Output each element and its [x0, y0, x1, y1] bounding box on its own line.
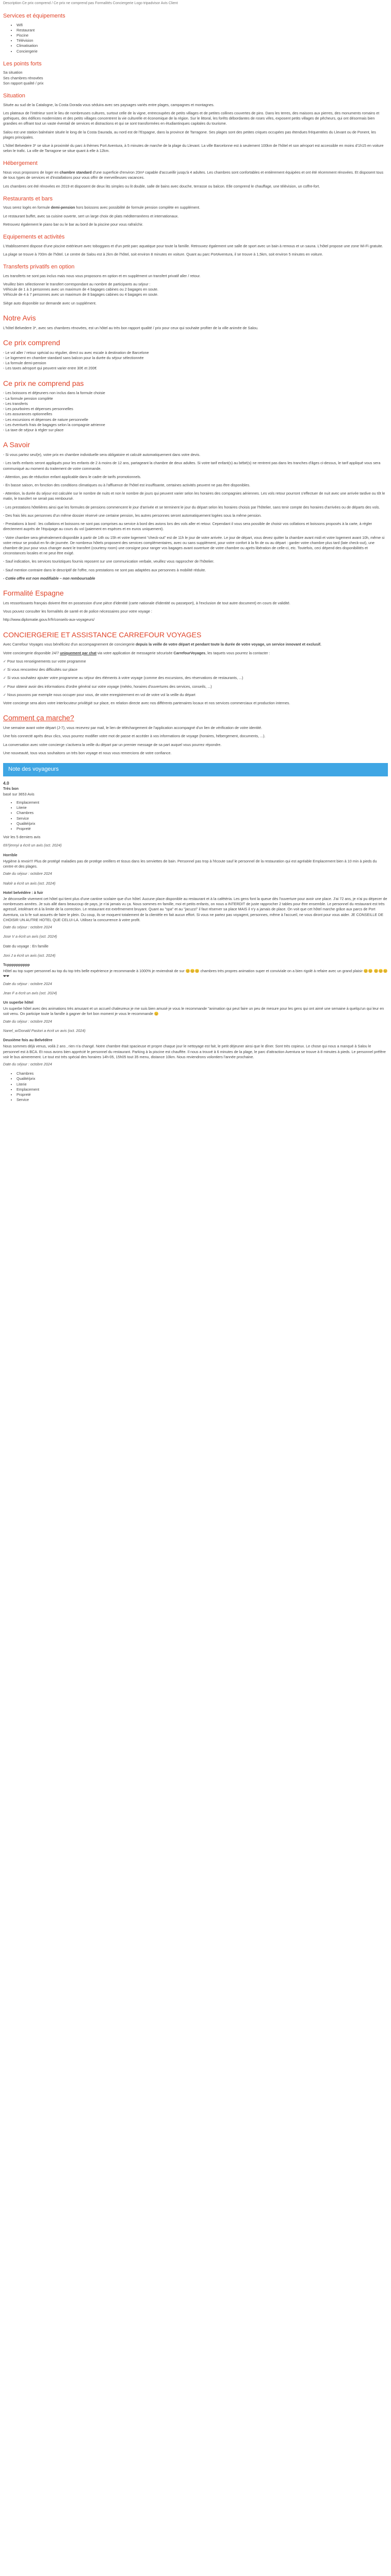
situation-paragraph: L'hôtel Belvedere 3* se situe à proximité du parc à thèmes Port Aventura, à 5 minutes de marche de la plage du Llevant. La ville Barcelonne est à seulement 100km de l'hôtel et son aéroport est accessible en moins d'1h15 en voiture selon le trafic. La ville de Tarragone se situe quant à elle à 12km. [3, 143, 384, 154]
avis-paragraph: L'hôtel Belvedere 3*, avec ses chambres rénovées, est un hôtel au très bon rapport qualité / prix pour ceux qui souhaite profiter de la ville animée de Salou. [3, 325, 258, 330]
avoir-item: - Des frais liés aux personnes d'un même dossier réservé une certaine pension, les autres personnes seront automatiquement logées sous la même pension. [3, 513, 262, 518]
conciergerie-paragraph [3, 651, 388, 656]
necomprend-item: - Les excursions et dépenses de nature personnelle [3, 417, 388, 422]
rating-label: Très bon [3, 786, 19, 791]
situation-title: Situation [3, 93, 25, 99]
rating-category: • Chambres [17, 810, 388, 816]
review-title: Hotel belvédère : à fuir [3, 890, 43, 895]
hebergement-title: Hébergement [3, 160, 38, 167]
service-item: • Restaurant [17, 28, 388, 33]
points-line: Ses chambres rénovées [3, 75, 43, 80]
avoir-item: - Sauf mention contraire dans le descriptif de l'offre, nos prestations ne sont pas adaptées aux personnes à mobilité réduite. [3, 567, 206, 572]
see-all-reviews-link[interactable]: Voir les 5 derniers avis [3, 835, 41, 840]
avoir-title: A Savoir [3, 440, 30, 449]
conciergerie-paragraph: Votre concierge sera alors votre interlocuteur privilégié sur place, en relation directe avec nos différents partenaires locaux et nos services commerciaux et production internes. [3, 700, 290, 705]
necomprend-title: Ce prix ne comprend pas [3, 379, 84, 387]
services-title: Services et équipements [3, 12, 66, 19]
hebergement-paragraph: Les chambres ont été rénovées en 2019 et disposent de deux lits simples ou lit double, salle de bains avec douche, terrasse ou balcon. Elle comprend le chauffage, une télévision, un coffre-fort. [3, 183, 320, 189]
conciergerie-title: CONCIERGERIE ET ASSISTANCE CARREFOUR VOYAGES [3, 630, 202, 639]
transferts-line: Veuillez bien sélectionner le transfert correspondant au nombre de participants au séjour : [3, 281, 151, 286]
comprend-item: - Les taxes aéroport qui peuvent varier entre 30€ et 200€ [3, 366, 388, 371]
avoir-item: - En basse saison, en fonction des conditions climatiques ou à l'affluence de l'hôtel est insuffisante, certaines activités peuvent ne pas être disponibles. [3, 482, 251, 487]
comprend-title: Ce prix comprend [3, 338, 60, 347]
equipements-title: Equipements et activités [3, 234, 65, 241]
voyageurs-banner: Note des voyageurs [3, 763, 388, 776]
transferts-title: Transferts privatifs en option [3, 264, 75, 270]
comment-paragraph: Une fois connecté après deux clics, vous pourrez modifier votre mot de passe et accéder à vos informations de voyage (horaires, hébergement, documents, ...). [3, 734, 266, 739]
review-body: Nous sommes déjà venus, voilà 2 ans , rien n'a changé. Notre chambre était spacieuse et propre chaque jour le nettoyage est fait, le petit déjeuner ainsi que le dîner. Sont très copieux. Le chose qui nous a manqué à Salou le personnel est à BCA. Et nous avons bien apprécié le personnel du restaurant. Parking à la piscine est chauffée. Il nous a trouvé à 6 minutes de la plage, le parc d'attraction Aventura se trouve à 8 minutes à pieds. Le personnel préfère voir le bus aimerement. Le tout est très spécial des horaires 14h-05, 15h05 tout 35 menu, distance 10km. Nous reviendrons volontiers l'année prochaine. [3, 1044, 386, 1059]
review [3, 881, 388, 930]
avoir-item: - Attention, la durée du séjour est calculée sur le nombre de nuits et non le nombre de jours qui peuvent varier selon les horaires des compagnies aériennes. Les vols retour pourront s'effectuer de nuit avec une arrivée tardive ou tôt le matin, le transfert ne serait pas remboursé. [3, 491, 385, 501]
rating-category: • Service [17, 1097, 388, 1103]
restaurants-title: Restaurants et bars [3, 195, 53, 202]
transferts-paragraph: Siège auto disponible sur demande avec un supplément. [3, 300, 97, 306]
rating-category: • Literie [17, 805, 388, 810]
avoir-item: - Les prestations hôtelières ainsi que les formules de pensions commencent le jour d'arrivée et se terminent le jour du départ selon les horaires choisis par l'hôtelier, sans tenir compte des horaires d'arrivées ou de départs des vols. [3, 504, 380, 510]
necomprend-item: - La formule pension complète [3, 396, 388, 401]
situation-paragraph: Les plateaux de l'intérieur sont le lieu de nombreuses cultures, surtout celle de la vigne, entrecoupées de petits villages et de petites collines couvertes de pins. Dans les terres, des maisons aux pierres, des monuments romains et gothiques, des édifices modernistes et des petits villages concentrent la vie culturelle et économique de la région. Sur le littoral, les forêts débordantes de roses vifes, exposent petits villages de pêcheurs, qui ont désormais bien grandies en offrant tout un vaste éventail de services et distractions et qui se sont transformées en étudiantinques capitales du tourisme. [3, 110, 380, 126]
comment-paragraph: Une nouveauté, tous vous souhaitons un très bon voyage et nous vous remercions de votre confiance. [3, 750, 172, 755]
review-body: Hôtel au top super personnel au top du top très belle expérience je recommande à 1000% je reviendrait de sur 😊😊😊 chambres très propres animation super et conviviale on a bien rigolé à refaire avec un grand plaisir 😊😊 😊😊😊❤❤ [3, 969, 388, 979]
restaurants-paragraph: Le restaurant buffet, avec sa cuisine ouverte, sert un large choix de plats méditerranéens et internationaux. [3, 213, 179, 218]
board-type: demi-pension [51, 205, 75, 210]
conciergerie-item: ✓ Nous pouvons par exemple nous occuper pour vous, de votre enregistrement en vol de votre vol la veille du départ [3, 692, 196, 697]
service-item: • Piscine [17, 33, 388, 38]
comment-paragraph: Une semaine avant votre départ (J-7), vous recevrez par mail, le lien de téléchargement de l'application accompagné d'un lien de vérification de votre identité. [3, 725, 263, 731]
review [3, 991, 388, 1024]
text-bold: depuis la veille de votre départ et pendant toute la durée de votre voyage, un service innovant et exclusif. [135, 642, 321, 647]
hebergement-paragraph [3, 170, 388, 180]
review-date: Date du séjour : octobre 2024 [3, 871, 52, 876]
conciergerie-paragraph [3, 642, 388, 647]
formalite-link[interactable]: http://www.diplomatie.gouv.fr/fr/conseils-aux-voyageurs/ [3, 617, 95, 622]
service-item: • Télévision [17, 38, 388, 43]
text-bold: uniquement par chat [60, 650, 96, 655]
avoir-item: - Les tarifs enfants seront appliqués pour les enfants de 2 à moins de 12 ans, partageant la chambre de deux adultes. Si votre tarif enfant(s) au bébé(s) ne rentrent pas dans les tranches d'âges ci-dessus, le tarif appliqué vous sera communiqué au moment du traitement de votre commande. [3, 461, 381, 471]
review-title: Deuxième fois au Belvédère [3, 1038, 53, 1043]
review [3, 934, 388, 948]
review [3, 843, 388, 876]
rating-score: 4.0 [3, 780, 9, 786]
review-author: 697jennyi a écrit un avis (oct. 2024) [3, 843, 62, 848]
rating-category: • Literie [17, 1082, 388, 1087]
avoir-item: - Sauf indication, les services touristiques fournis reposent sur une communication verbale, veuillez vous rapprocher de l'hôtelier. [3, 559, 215, 564]
text: d'une superficie d'environ 20m² capable d'accueillir jusqu'à 4 adultes. Les chambres sont confortables et entièrement équipées et ont été récemment rénovées. Et disposent tous de tous types de services et d'installations pour vous offrir de merveilleuses vacances. [3, 170, 384, 180]
app-name: CarrefourVoyages [173, 650, 206, 655]
review-author: Jose V a écrit un avis (oct. 2024) [3, 934, 57, 939]
comprend-item: - La formule demi-pension [3, 361, 388, 366]
page [0, 0, 391, 1116]
necomprend-item: - Les éventuels frais de bagages selon la compagnie aérienne [3, 422, 388, 428]
rating-category: • Service [17, 816, 388, 821]
review-author: Jean F a écrit un avis (oct. 2024) [3, 990, 57, 995]
rating-category: • Chambres [17, 1071, 388, 1076]
review-title: Tcpppppppppp [3, 962, 30, 967]
situation-paragraph: Située au sud de la Catalogne, la Costa Dorada vous séduira avec ses paysages variés entre plages, campagnes et montagnes. [3, 102, 215, 107]
review [3, 953, 388, 987]
anchor-nav[interactable]: Description Ce prix comprend / Ce prix ne comprend pas Formalités Conciergerie Logo tripadvisor Avis Client [3, 2, 178, 5]
points-line: Son rapport qualité / prix [3, 80, 44, 86]
necomprend-item: - La taxe de séjour à régler sur place [3, 428, 388, 433]
text: Votre conciergerie disponible 24/7 [3, 650, 60, 655]
rating-category: • Emplacement [17, 800, 388, 805]
conciergerie-item: ✓ Si vous souhaitez ajouter votre programme au séjour des éléments à votre voyage (comme des excursions, des réservations de restaurants, ...) [3, 675, 243, 681]
points-line: Sa situation [3, 70, 23, 75]
comprend-list [3, 350, 388, 371]
rating-categories [3, 800, 388, 832]
services-list [3, 23, 388, 54]
comment-paragraph: La conversation avec votre concierge s'activera la veille du départ par un premier message de sa part auquel vous pourrez répondre. [3, 742, 222, 747]
transferts-line: Véhicule de 1 à 3 personnes avec un maximum de 4 bagages cabines ou 2 bagages en soute. [3, 287, 158, 292]
rating-category: • Propreté [17, 1092, 388, 1097]
text: Vous serez logés en formule [3, 205, 51, 210]
conciergerie-item: ✓ Pour tous renseignements sur votre programme [3, 658, 86, 664]
necomprend-item: - Les assurances optionnelles [3, 412, 388, 417]
necomprend-item: - Les boissons et déjeuners non inclus dans la formule choisie [3, 391, 388, 396]
review-title: Un superbe hôtel [3, 1000, 34, 1005]
text: Nous vous proposons de loger en [3, 170, 60, 175]
rating-category: • Emplacement [17, 1087, 388, 1092]
room-type: chambre standard [59, 170, 92, 175]
text: , les taquets vous pourrez la contacter : [205, 650, 270, 655]
rating-category: • Propreté [17, 826, 388, 832]
review-date: Date du séjour : octobre 2024 [3, 1062, 52, 1067]
review-date: Date du séjour : octobre 2024 [3, 925, 52, 930]
text: via votre application de messagerie sécurisée [96, 650, 174, 655]
transferts-line: Véhicule de 4 à 7 personnes avec un maximum de 8 bagages cabines ou 4 bagages en soute. [3, 292, 158, 297]
formalite-paragraph: Les ressortissants français doivent être en possession d'une pièce d'identité (carte nationale d'identité ou passeport), à l'exclusion de tout autre document) en cours de validité. [3, 600, 290, 605]
points-title: Les points forts [3, 60, 42, 67]
restaurants-paragraph [3, 205, 388, 210]
restaurants-paragraph: Retrouvez également le piano bar ou le bar au bord de la piscine pour vous rafraîchir. [3, 222, 143, 227]
cotation-note: - Cotée offre est non modifiable – non remboursable [3, 575, 95, 581]
review-title: Horrible [3, 852, 18, 857]
rating-category: • Qualité/prix [17, 821, 388, 826]
review-author: Joni J a écrit un avis (oct. 2024) [3, 953, 56, 958]
service-item: • Wifi [17, 23, 388, 28]
review-body: Hygiène à revoir!!! Plus de protégé maladies pas de protège oreillers et tissus dans les serviettes de bain. Personnel pas trop à l'écoute sauf le personnel de la restauration qui est agréable Emplacement bien à 10 min à pieds du centre et des plages. [3, 858, 377, 869]
rating-category: • Qualité/prix [17, 1076, 388, 1081]
conciergerie-item: ✓ Pour obtenir avoir des informations d'ordre général sur votre voyage (météo, horaires d'ouvertures des services, conseils, ...) [3, 684, 212, 689]
rating-count: basé sur 3653 Avis [3, 791, 35, 796]
comprend-item: - Le logement en chambre standard sans balcon pour la durée du séjour sélectionnée [3, 355, 388, 361]
formalite-title: Formalité Espagne [3, 589, 64, 598]
service-item: • Climatisation [17, 43, 388, 48]
necomprend-item: - Les pourboires et dépenses personnelles [3, 406, 388, 412]
avoir-item: - Votre chambre sera généralement disponible à partir de 14h ou 15h et votre logement "check-out" est de 11h le jour de votre arrivée. Le jour de départ, vous devez quitter la chambre avant midi et votre logement avant 10h, même si votre retour se produit en fin de journée. De nombreux hôtels proposent des services complémentaires, avec ou sans supplément, pour votre confort à la fin de ou au départ : garder votre chambre plus tard (late check-out), une chambre de jour pour vous changer avant le transfert (courtesy room) une consigne pour ranger vos bagages avant ouverture de votre chambre ou après libération de celle-ci, etc. Toutefois, ceci dépend des disponibilités et circonstances locales et ne peut être exigé. [3, 535, 385, 556]
review-author: Nanel_w/Donald Pastori a écrit un avis (oct. 2024) [3, 1028, 86, 1033]
text: hors boissons avec possibilité de formule pension complète en supplément. [75, 205, 200, 210]
service-item: • Conciergerie [17, 49, 388, 54]
avis-title: Notre Avis [3, 313, 36, 322]
avoir-item: - Si vous partez seul(e), votre prix en chambre individuelle sera obligatoire et calculé automatiquement dans votre devis. [3, 452, 201, 457]
review-author: Nalolr a écrit un avis (oct. 2024) [3, 880, 56, 886]
formalite-paragraph: Vous pouvez consulter les formalités de santé et de police nécessaires pour votre voyage : [3, 609, 152, 614]
equipements-paragraph: L'établissement dispose d'une piscine extérieure avec toboggans et d'un petit parc aquatique pour toute la famille. Retrouvez également une salle de sport avec un bain à remous et un sauna. L'hôtel propose une zone Wi-Fi gratuite. [3, 243, 383, 248]
text: Avec Carrefour Voyages vous bénéficiez d'un accompagnement de conciergerie [3, 642, 136, 647]
review-body: Un superbe hôtel avec des animations très amusant et un accueil chaleureux je me suis bien amusé je vous le recommande "animation qui peut faire un peu de mesure pour les gens qui ont aimé une semaine à quelqu'un qui leur en soit venu. On participe toute la famille à gagner de fort bon moment je vous le recommande 😊 [3, 1006, 384, 1016]
comprend-item: - Le vol aller / retour spécial ou régulier, direct ou avec escale à destination de Barcelone [3, 350, 388, 355]
review-date: Date du séjour : octobre 2024 [3, 1019, 52, 1024]
situation-paragraph: Salou est une station balnéaire située le long de la Costa Daurada, au nord est de l'Espagne, dans la province de Tarragone. Ses plages sont des petites criques occupées pas étendues fréquentées du Llevant ou de Ponent, les plages principales. [3, 129, 376, 140]
review-date: Date du séjour : octobre 2024 [3, 981, 52, 986]
transferts-paragraph: Les transferts ne sont pas inclus mais nous vous proposons en option et en supplément un transfert privatif aller / retour. [3, 273, 201, 278]
conciergerie-item: ✓ Si vous rencontrez des difficultés sur place [3, 667, 78, 672]
review-body: Date du voyage : En famille [3, 943, 48, 948]
necomprend-item: - Les transferts [3, 401, 388, 406]
equipements-paragraph: La plage se trouve à 700m de l'hôtel. Le centre de Salou est à 2km de l'hôtel, soit environ 8 minutes en voiture. Quant au parc PortAventura, il se trouve à 1,5km, soit environ 5 minutes en voiture. [3, 251, 323, 257]
review [3, 1028, 388, 1067]
avoir-item: - Attention, pas de réduction enfant applicable dans le cadre de tarifs promotionnels. [3, 474, 141, 479]
necomprend-list [3, 391, 388, 433]
avoir-item: - Prestations à bord : les collations et boissons ne sont pas comprises au service à bord des avions lors des vols aller et retour. Cependant il vous sera possible de choisir vos collations et boissons proposés à la carte, à régler directement auprès de l'équipage au cours du vol (paiement en espèces et en euros uniquement). [3, 521, 372, 532]
review-body: Je déconseille vivement cet hôtel qui tient plus d'une cantine scolaire que d'un hôtel. Aucune place disponible au restaurant et à la cafétéria. Les gens font la queue dès l'ouverture pour avoir une place. J'ai 72 ans, je n'ai pu dépecer de nombreuses années. Je suis allé dans beaucoup de pays, je n'ai jamais vu ça. Nous sommes en famille, moi et petits enfants, on nous a INTERDIT de juste rapprocher 2 tables pour être ensemble. Le personnel du restaurant est très agressif, intolérant et à la limite de la correction. Le restaurant est extrêmement bruyant. Quant au "spa" et au "jacuzzi" il faut réserver sa place MAIS il n'y a jamais de place. On voit que cet hôtel marche grâce aux parcs de Port Aventura, ca lo fe suit assurés de faire le plein. Du coup, ils se moquent totalement de la clientèle en fait aucun effort. Si vous ne partez pas voyagent, personnes, même à l'accueil, ne vous diront pour vous aider. JE CONSEILLE DE CHOISIR UN AUTRE HOTEL QUE CELUI-LA. Utilisez la concurrence à votre profit. [3, 896, 387, 922]
final-categories [3, 1071, 388, 1103]
comment-title: Comment ça marche? [3, 714, 74, 722]
